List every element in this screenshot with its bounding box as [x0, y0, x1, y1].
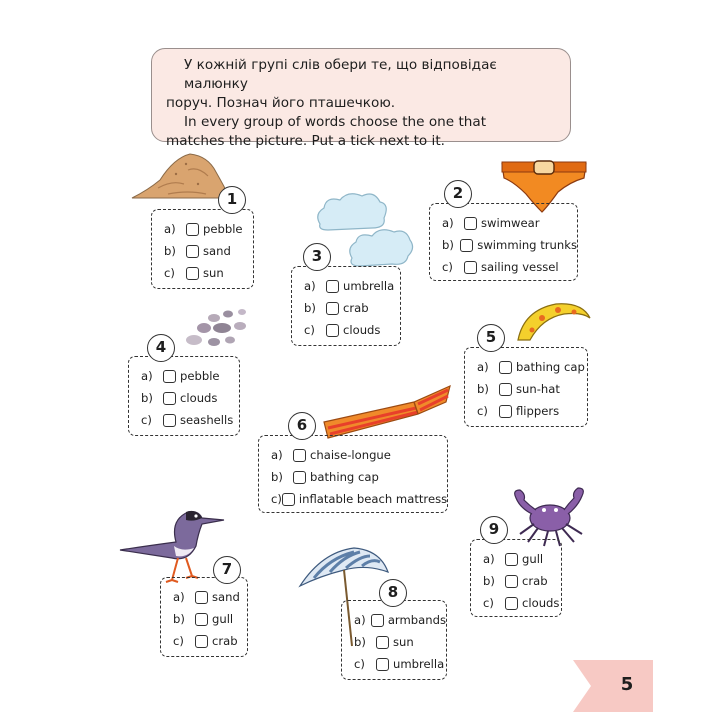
group-number-badge: 3: [303, 243, 331, 271]
option-letter: a): [304, 279, 316, 293]
option-letter: a): [173, 590, 185, 604]
instruction-uk-line-1: У кожній групі слів обери те, що відповідає малюнку: [184, 57, 497, 92]
option-letter: c): [173, 634, 184, 648]
option-letter: c): [141, 413, 152, 427]
tick-checkbox[interactable]: [376, 636, 389, 649]
option-word: umbrella: [393, 657, 445, 671]
group-number-badge: 7: [213, 556, 241, 584]
option-row: [271, 488, 447, 510]
tick-checkbox[interactable]: [186, 267, 199, 280]
option-letter: c): [271, 492, 282, 506]
tick-checkbox[interactable]: [326, 324, 339, 337]
word-group-1: [151, 209, 254, 289]
group-number-badge: 2: [444, 180, 472, 208]
option-word: chaise-longue: [310, 448, 391, 462]
option-letter: c): [304, 323, 315, 337]
option-word: armbands: [387, 613, 446, 627]
option-letter: a): [271, 448, 283, 462]
option-row: [304, 275, 400, 297]
group-number-badge: 4: [147, 334, 175, 362]
option-word: crab: [212, 634, 238, 648]
sand-pile-picture: [128, 150, 233, 202]
word-group-4: [128, 356, 240, 436]
option-word: umbrella: [343, 279, 395, 293]
instruction-en-line-2: matches the picture. Put a tick next to it.: [166, 133, 445, 149]
option-row: [173, 630, 247, 652]
option-letter: a): [477, 360, 489, 374]
word-group-9: [470, 539, 562, 617]
tick-checkbox[interactable]: [163, 392, 176, 405]
option-word: sun-hat: [516, 382, 560, 396]
option-row: [141, 409, 239, 431]
option-word: clouds: [180, 391, 218, 405]
option-row: [304, 297, 400, 319]
option-row: [354, 631, 446, 653]
option-word: sand: [203, 244, 231, 258]
option-letter: c): [354, 657, 365, 671]
tick-checkbox[interactable]: [293, 449, 306, 462]
option-letter: a): [164, 222, 176, 236]
tick-checkbox[interactable]: [376, 658, 389, 671]
option-row: [164, 218, 253, 240]
option-word: inflatable beach mattress: [298, 492, 448, 506]
tick-checkbox[interactable]: [371, 614, 384, 627]
tick-checkbox[interactable]: [464, 217, 477, 230]
sun-hat-picture: [512, 300, 594, 344]
option-letter: b): [354, 635, 366, 649]
option-row: [483, 548, 561, 570]
tick-checkbox[interactable]: [499, 405, 512, 418]
word-group-7: [160, 577, 248, 657]
group-number-badge: 1: [218, 186, 246, 214]
pebbles-picture: [180, 306, 260, 354]
inflatable-mattress-picture: [318, 382, 458, 442]
tick-checkbox[interactable]: [195, 591, 208, 604]
tick-checkbox[interactable]: [505, 575, 518, 588]
option-letter: b): [442, 238, 454, 252]
tick-checkbox[interactable]: [195, 613, 208, 626]
option-letter: b): [141, 391, 153, 405]
option-word: pebble: [203, 222, 243, 236]
option-letter: b): [173, 612, 185, 626]
tick-checkbox[interactable]: [293, 471, 306, 484]
tick-checkbox[interactable]: [460, 239, 473, 252]
option-word: sailing vessel: [481, 260, 559, 274]
option-letter: c): [442, 260, 453, 274]
option-letter: b): [164, 244, 176, 258]
word-group-8: [341, 600, 447, 680]
option-word: clouds: [522, 596, 560, 610]
option-row: [442, 212, 577, 234]
instruction-uk-line-2: поруч. Познач його пташечкою.: [166, 95, 396, 111]
option-letter: c): [164, 266, 175, 280]
tick-checkbox[interactable]: [186, 223, 199, 236]
option-letter: a): [483, 552, 495, 566]
option-letter: b): [477, 382, 489, 396]
option-row: [354, 653, 446, 675]
option-row: [483, 570, 561, 592]
option-row: [304, 319, 400, 341]
option-row: [173, 586, 247, 608]
option-word: crab: [343, 301, 369, 315]
tick-checkbox[interactable]: [163, 370, 176, 383]
instructions-box: [151, 48, 571, 149]
tick-checkbox[interactable]: [505, 553, 518, 566]
option-letter: b): [483, 574, 495, 588]
option-word: sun: [393, 635, 414, 649]
tick-checkbox[interactable]: [195, 635, 208, 648]
option-word: swimming trunks: [477, 238, 577, 252]
tick-checkbox[interactable]: [505, 597, 518, 610]
option-row: [442, 234, 577, 256]
option-letter: c): [483, 596, 494, 610]
option-word: sand: [212, 590, 240, 604]
option-row: [354, 609, 446, 631]
word-group-2: [429, 203, 578, 281]
option-row: [271, 444, 447, 466]
option-word: flippers: [516, 404, 560, 418]
word-group-6: [258, 435, 448, 513]
option-word: crab: [522, 574, 548, 588]
option-word: gull: [212, 612, 234, 626]
page-number: 5: [620, 674, 634, 695]
option-row: [477, 400, 587, 422]
option-row: [477, 378, 587, 400]
gull-picture: [116, 502, 228, 586]
tick-checkbox[interactable]: [282, 493, 295, 506]
option-row: [442, 256, 577, 278]
word-group-3: [291, 266, 401, 346]
option-word: bathing cap: [516, 360, 585, 374]
option-word: pebble: [180, 369, 220, 383]
option-row: [173, 608, 247, 630]
option-word: bathing cap: [310, 470, 379, 484]
option-letter: b): [304, 301, 316, 315]
option-word: swimwear: [481, 216, 540, 230]
tick-checkbox[interactable]: [186, 245, 199, 258]
group-number-badge: 5: [477, 324, 505, 352]
tick-checkbox[interactable]: [326, 302, 339, 315]
group-number-badge: 9: [480, 516, 508, 544]
word-group-5: [464, 347, 588, 427]
option-row: [483, 592, 561, 614]
option-row: [141, 387, 239, 409]
option-letter: a): [354, 613, 366, 627]
tick-checkbox[interactable]: [499, 383, 512, 396]
group-number-badge: 8: [379, 579, 407, 607]
group-number-badge: 6: [288, 412, 316, 440]
option-word: sun: [203, 266, 224, 280]
option-word: seashells: [180, 413, 234, 427]
tick-checkbox[interactable]: [326, 280, 339, 293]
option-letter: b): [271, 470, 283, 484]
option-word: gull: [522, 552, 544, 566]
option-row: [271, 466, 447, 488]
option-letter: c): [477, 404, 488, 418]
option-letter: a): [141, 369, 153, 383]
tick-checkbox[interactable]: [163, 414, 176, 427]
option-row: [141, 365, 239, 387]
option-word: clouds: [343, 323, 381, 337]
option-row: [164, 240, 253, 262]
option-letter: a): [442, 216, 454, 230]
option-row: [477, 356, 587, 378]
tick-checkbox[interactable]: [499, 361, 512, 374]
option-row: [164, 262, 253, 284]
tick-checkbox[interactable]: [464, 261, 477, 274]
instruction-en-line-1: In every group of words choose the one that: [184, 114, 487, 130]
